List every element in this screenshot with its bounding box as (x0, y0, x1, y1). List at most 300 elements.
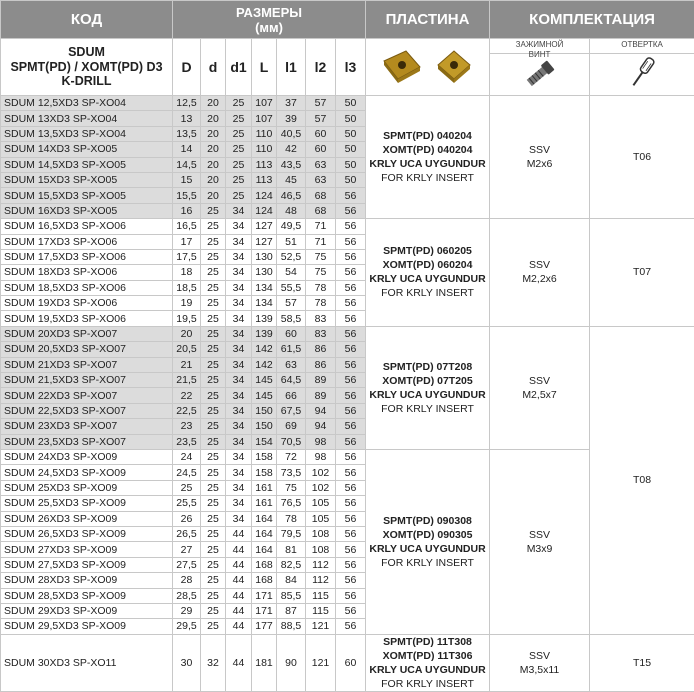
dim-l: 158 (252, 449, 277, 464)
screwdriver: T07 (590, 219, 694, 327)
dim-d: 25 (201, 542, 226, 557)
dim-l1: 37 (277, 96, 306, 111)
dim-d: 18 (173, 265, 201, 280)
dim-d: 29,5 (173, 619, 201, 634)
dim-l2: 94 (306, 419, 336, 434)
dim-l3: 56 (336, 511, 366, 526)
dim-l2: 115 (306, 603, 336, 618)
dim-l3: 56 (336, 403, 366, 418)
col-L: L (252, 39, 277, 96)
clamping-screw: SSV M3,5x11 (490, 634, 590, 691)
col-d: d (201, 39, 226, 96)
dim-d: 14,5 (173, 157, 201, 172)
table-row (1, 219, 694, 234)
dim-d: 25 (201, 265, 226, 280)
clamping-screw: SSV M3x9 (490, 449, 590, 634)
dim-l: 110 (252, 142, 277, 157)
dim-l2: 105 (306, 511, 336, 526)
dim-d: 24,5 (173, 465, 201, 480)
product-code: SDUM 20XD3 SP-XO07 (1, 326, 173, 341)
dim-d: 25 (201, 496, 226, 511)
dim-d: 25 (201, 311, 226, 326)
dim-l3: 56 (336, 465, 366, 480)
dim-l1: 84 (277, 573, 306, 588)
dim-d1: 34 (226, 234, 252, 249)
dim-d: 30 (173, 634, 201, 691)
code-subheader: SDUM SPMT(PD) / XOMT(PD) D3 K-DRILL (1, 39, 173, 96)
dim-l: 168 (252, 557, 277, 572)
dim-l3: 56 (336, 449, 366, 464)
dim-d1: 44 (226, 542, 252, 557)
dimensions-header: РАЗМЕРЫ (мм) (173, 1, 366, 39)
dim-l2: 57 (306, 96, 336, 111)
dim-d: 25 (173, 480, 201, 495)
product-code: SDUM 25,5XD3 SP-XO09 (1, 496, 173, 511)
product-code: SDUM 19XD3 SP-XO06 (1, 296, 173, 311)
dim-l: 130 (252, 249, 277, 264)
dim-d: 25 (201, 465, 226, 480)
dim-l: 164 (252, 511, 277, 526)
dim-d: 25 (201, 234, 226, 249)
insert-spec: SPMT(PD) 060205 XOMT(PD) 060204 KRLY UCA UYGUNDUR FOR KRLY INSERT (366, 219, 490, 327)
dim-l3: 56 (336, 296, 366, 311)
dim-l: 139 (252, 326, 277, 341)
product-code: SDUM 30XD3 SP-XO11 (1, 634, 173, 691)
insert-sp-icon (380, 47, 424, 87)
dim-l2: 105 (306, 496, 336, 511)
product-code: SDUM 16,5XD3 SP-XO06 (1, 219, 173, 234)
dim-l1: 55,5 (277, 280, 306, 295)
dim-l1: 78 (277, 511, 306, 526)
dim-l3: 56 (336, 280, 366, 295)
dim-l2: 112 (306, 573, 336, 588)
product-code: SDUM 17XD3 SP-XO06 (1, 234, 173, 249)
product-code: SDUM 28,5XD3 SP-XO09 (1, 588, 173, 603)
dim-l2: 94 (306, 403, 336, 418)
product-code: SDUM 23,5XD3 SP-XO07 (1, 434, 173, 449)
dim-d: 26,5 (173, 526, 201, 541)
dim-d: 25 (201, 373, 226, 388)
product-code: SDUM 19,5XD3 SP-XO06 (1, 311, 173, 326)
dim-d: 20 (201, 142, 226, 157)
dim-l: 113 (252, 157, 277, 172)
dim-d: 20 (201, 172, 226, 187)
dim-l2: 78 (306, 280, 336, 295)
col-D: D (173, 39, 201, 96)
dim-d: 13 (173, 111, 201, 126)
dim-d: 13,5 (173, 126, 201, 141)
dim-l1: 42 (277, 142, 306, 157)
insert-spec: SPMT(PD) 07T208 XOMT(PD) 07T205 KRLY UCA UYGUNDUR FOR KRLY INSERT (366, 326, 490, 449)
dim-d: 23,5 (173, 434, 201, 449)
product-code: SDUM 13,5XD3 SP-XO04 (1, 126, 173, 141)
col-l2: l2 (306, 39, 336, 96)
dim-l1: 39 (277, 111, 306, 126)
dim-l1: 58,5 (277, 311, 306, 326)
dim-l2: 71 (306, 234, 336, 249)
dim-l3: 56 (336, 542, 366, 557)
dim-l1: 46,5 (277, 188, 306, 203)
dim-d: 27,5 (173, 557, 201, 572)
dim-d: 15 (173, 172, 201, 187)
product-code: SDUM 21XD3 SP-XO07 (1, 357, 173, 372)
dim-d1: 34 (226, 465, 252, 480)
product-code: SDUM 27,5XD3 SP-XO09 (1, 557, 173, 572)
clamping-screw: SSV M2,5x7 (490, 326, 590, 449)
dim-l1: 69 (277, 419, 306, 434)
dim-l1: 45 (277, 172, 306, 187)
dim-l1: 64,5 (277, 373, 306, 388)
dim-l2: 63 (306, 172, 336, 187)
dim-l3: 56 (336, 573, 366, 588)
dim-l1: 88,5 (277, 619, 306, 634)
product-code: SDUM 29,5XD3 SP-XO09 (1, 619, 173, 634)
dim-d: 26 (173, 511, 201, 526)
dim-l2: 102 (306, 465, 336, 480)
dim-l2: 89 (306, 388, 336, 403)
dim-l: 154 (252, 434, 277, 449)
dim-l: 164 (252, 526, 277, 541)
dim-d: 25 (201, 419, 226, 434)
dim-d: 32 (201, 634, 226, 691)
dim-d: 23 (173, 419, 201, 434)
product-code: SDUM 28XD3 SP-XO09 (1, 573, 173, 588)
clamping-screw: SSV M2x6 (490, 96, 590, 219)
dim-l3: 50 (336, 111, 366, 126)
dim-l2: 98 (306, 449, 336, 464)
dim-l1: 76,5 (277, 496, 306, 511)
product-code: SDUM 24,5XD3 SP-XO09 (1, 465, 173, 480)
dim-d1: 34 (226, 357, 252, 372)
dim-l: 145 (252, 373, 277, 388)
code-header: КОД (1, 1, 173, 39)
product-code: SDUM 22XD3 SP-XO07 (1, 388, 173, 403)
dim-d: 20,5 (173, 342, 201, 357)
dim-l: 127 (252, 219, 277, 234)
dim-l2: 121 (306, 619, 336, 634)
dim-l3: 56 (336, 557, 366, 572)
dim-l: 168 (252, 573, 277, 588)
table-row (1, 96, 694, 111)
product-code: SDUM 18,5XD3 SP-XO06 (1, 280, 173, 295)
dim-d: 25 (201, 511, 226, 526)
dim-d: 29 (173, 603, 201, 618)
table-body (1, 96, 694, 692)
dim-l: 142 (252, 342, 277, 357)
dim-l: 130 (252, 265, 277, 280)
dim-d1: 34 (226, 419, 252, 434)
dim-d1: 34 (226, 280, 252, 295)
col-d1: d1 (226, 39, 252, 96)
dim-l1: 51 (277, 234, 306, 249)
dim-l2: 60 (306, 142, 336, 157)
dim-l: 124 (252, 188, 277, 203)
dim-d: 12,5 (173, 96, 201, 111)
product-code: SDUM 17,5XD3 SP-XO06 (1, 249, 173, 264)
dim-l2: 89 (306, 373, 336, 388)
dim-l3: 56 (336, 357, 366, 372)
dim-l3: 56 (336, 496, 366, 511)
dim-d1: 25 (226, 111, 252, 126)
dim-l: 142 (252, 357, 277, 372)
screw-icon (520, 59, 560, 89)
dim-d: 24 (173, 449, 201, 464)
table-row (1, 326, 694, 341)
dim-d1: 34 (226, 373, 252, 388)
product-code: SDUM 12,5XD3 SP-XO04 (1, 96, 173, 111)
dim-d: 18,5 (173, 280, 201, 295)
dim-l2: 86 (306, 357, 336, 372)
dim-d: 25 (201, 326, 226, 341)
dim-d1: 34 (226, 403, 252, 418)
screwdriver: T08 (590, 326, 694, 634)
dim-l: 150 (252, 419, 277, 434)
dim-l1: 70,5 (277, 434, 306, 449)
dim-l2: 83 (306, 311, 336, 326)
dim-d1: 44 (226, 588, 252, 603)
dim-l2: 112 (306, 557, 336, 572)
col-l3: l3 (336, 39, 366, 96)
dim-l: 177 (252, 619, 277, 634)
dim-l2: 75 (306, 265, 336, 280)
dim-l1: 52,5 (277, 249, 306, 264)
dim-l2: 71 (306, 219, 336, 234)
dim-d: 16,5 (173, 219, 201, 234)
product-code: SDUM 14,5XD3 SP-XO05 (1, 157, 173, 172)
dim-l2: 108 (306, 542, 336, 557)
dim-d: 25 (201, 280, 226, 295)
dim-d1: 44 (226, 573, 252, 588)
dim-l1: 73,5 (277, 465, 306, 480)
dim-l: 127 (252, 234, 277, 249)
dim-d: 25 (201, 296, 226, 311)
dim-l: 124 (252, 203, 277, 218)
dim-l2: 98 (306, 434, 336, 449)
dim-d: 19,5 (173, 311, 201, 326)
dim-d: 25 (201, 219, 226, 234)
dim-l1: 54 (277, 265, 306, 280)
dim-d1: 34 (226, 342, 252, 357)
header-row (1, 1, 694, 39)
dim-d: 22,5 (173, 403, 201, 418)
dim-l2: 75 (306, 249, 336, 264)
dim-l1: 48 (277, 203, 306, 218)
dim-l3: 60 (336, 634, 366, 691)
dim-d: 25 (201, 403, 226, 418)
driver-head-cell: ОТВЕРТКА (590, 39, 694, 96)
dim-d: 22 (173, 388, 201, 403)
dim-l1: 90 (277, 634, 306, 691)
dim-l1: 75 (277, 480, 306, 495)
dim-l2: 78 (306, 296, 336, 311)
dim-d: 28 (173, 573, 201, 588)
dim-l3: 56 (336, 342, 366, 357)
dim-l1: 67,5 (277, 403, 306, 418)
dim-d: 25 (201, 557, 226, 572)
dim-l1: 66 (277, 388, 306, 403)
dim-l3: 56 (336, 480, 366, 495)
dim-d: 15,5 (173, 188, 201, 203)
insert-spec: SPMT(PD) 040204 XOMT(PD) 040204 KRLY UCA UYGUNDUR FOR KRLY INSERT (366, 96, 490, 219)
dim-l: 161 (252, 496, 277, 511)
dim-d1: 44 (226, 557, 252, 572)
dim-l2: 102 (306, 480, 336, 495)
dim-d: 25 (201, 588, 226, 603)
table-row (1, 634, 694, 691)
product-code: SDUM 29XD3 SP-XO09 (1, 603, 173, 618)
dim-l3: 56 (336, 588, 366, 603)
dim-l3: 56 (336, 526, 366, 541)
dim-d1: 25 (226, 188, 252, 203)
dim-d: 16 (173, 203, 201, 218)
subheader-row (1, 39, 694, 96)
dim-d: 21 (173, 357, 201, 372)
screwdriver-icon (622, 54, 662, 92)
product-code: SDUM 22,5XD3 SP-XO07 (1, 403, 173, 418)
dim-l1: 72 (277, 449, 306, 464)
dim-d: 25 (201, 342, 226, 357)
dim-l2: 108 (306, 526, 336, 541)
product-code: SDUM 25XD3 SP-XO09 (1, 480, 173, 495)
dim-d: 25,5 (173, 496, 201, 511)
dim-d: 20 (201, 96, 226, 111)
dim-l2: 57 (306, 111, 336, 126)
dim-d1: 44 (226, 526, 252, 541)
dim-d: 25 (201, 573, 226, 588)
product-code: SDUM 20,5XD3 SP-XO07 (1, 342, 173, 357)
dim-l1: 49,5 (277, 219, 306, 234)
dim-d: 14 (173, 142, 201, 157)
dim-d1: 34 (226, 203, 252, 218)
dim-l: 150 (252, 403, 277, 418)
dim-d: 20 (201, 126, 226, 141)
dim-d1: 34 (226, 219, 252, 234)
dim-d1: 34 (226, 249, 252, 264)
dim-l3: 50 (336, 172, 366, 187)
dim-l3: 50 (336, 126, 366, 141)
dim-d1: 34 (226, 480, 252, 495)
dim-l: 171 (252, 603, 277, 618)
insert-xo-icon (432, 47, 476, 87)
dim-d1: 34 (226, 265, 252, 280)
dim-l3: 56 (336, 311, 366, 326)
dim-d1: 44 (226, 619, 252, 634)
kit-header: КОМПЛЕКТАЦИЯ (490, 1, 694, 39)
dim-l1: 82,5 (277, 557, 306, 572)
dim-d: 25 (201, 203, 226, 218)
dim-d: 17,5 (173, 249, 201, 264)
dim-l: 110 (252, 126, 277, 141)
dim-d: 25 (201, 357, 226, 372)
dim-l1: 85,5 (277, 588, 306, 603)
dim-l: 164 (252, 542, 277, 557)
screw-head-cell: ЗАЖИМНОЙ ВИНТ (490, 39, 590, 96)
insert-spec: SPMT(PD) 11T308 XOMT(PD) 11T306 KRLY UCA UYGUNDUR FOR KRLY INSERT (366, 634, 490, 691)
dim-d: 25 (201, 480, 226, 495)
dim-d1: 34 (226, 296, 252, 311)
dim-l3: 56 (336, 203, 366, 218)
dim-l: 158 (252, 465, 277, 480)
dim-l: 181 (252, 634, 277, 691)
dim-l3: 56 (336, 603, 366, 618)
product-code: SDUM 27XD3 SP-XO09 (1, 542, 173, 557)
product-code: SDUM 26XD3 SP-XO09 (1, 511, 173, 526)
dim-l3: 50 (336, 142, 366, 157)
dim-l: 134 (252, 280, 277, 295)
screwdriver: T06 (590, 96, 694, 219)
dim-l2: 63 (306, 157, 336, 172)
dim-d: 20 (201, 157, 226, 172)
dim-d: 25 (201, 434, 226, 449)
dim-d: 19 (173, 296, 201, 311)
product-code: SDUM 14XD3 SP-XO05 (1, 142, 173, 157)
dim-l1: 79,5 (277, 526, 306, 541)
product-code: SDUM 26,5XD3 SP-XO09 (1, 526, 173, 541)
dim-l3: 56 (336, 373, 366, 388)
dim-l3: 56 (336, 434, 366, 449)
dim-l1: 87 (277, 603, 306, 618)
dim-l2: 115 (306, 588, 336, 603)
dim-l: 107 (252, 96, 277, 111)
dim-l1: 61,5 (277, 342, 306, 357)
dim-l: 139 (252, 311, 277, 326)
clamping-screw: SSV M2,2x6 (490, 219, 590, 327)
dim-d: 25 (201, 449, 226, 464)
dim-l2: 86 (306, 342, 336, 357)
dim-l3: 50 (336, 157, 366, 172)
product-code: SDUM 24XD3 SP-XO09 (1, 449, 173, 464)
dim-d: 25 (201, 388, 226, 403)
product-code: SDUM 18XD3 SP-XO06 (1, 265, 173, 280)
dim-l1: 63 (277, 357, 306, 372)
dim-d1: 34 (226, 311, 252, 326)
dim-d: 25 (201, 249, 226, 264)
product-code: SDUM 15XD3 SP-XO05 (1, 172, 173, 187)
dim-l2: 68 (306, 203, 336, 218)
dim-d: 20 (201, 188, 226, 203)
dim-l: 145 (252, 388, 277, 403)
dim-l2: 60 (306, 126, 336, 141)
dim-l2: 83 (306, 326, 336, 341)
dim-l3: 56 (336, 388, 366, 403)
product-code: SDUM 13XD3 SP-XO04 (1, 111, 173, 126)
dim-d: 25 (201, 526, 226, 541)
product-code: SDUM 16XD3 SP-XO05 (1, 203, 173, 218)
dim-d1: 34 (226, 326, 252, 341)
dim-d1: 44 (226, 603, 252, 618)
dim-d: 21,5 (173, 373, 201, 388)
dim-d: 20 (173, 326, 201, 341)
dim-d1: 25 (226, 142, 252, 157)
dim-d: 17 (173, 234, 201, 249)
dim-l: 134 (252, 296, 277, 311)
dim-d1: 25 (226, 172, 252, 187)
dim-l1: 57 (277, 296, 306, 311)
insert-header: ПЛАСТИНА (366, 1, 490, 39)
dim-l3: 56 (336, 188, 366, 203)
dim-l3: 50 (336, 96, 366, 111)
dim-l2: 68 (306, 188, 336, 203)
dim-d: 28,5 (173, 588, 201, 603)
dim-l3: 56 (336, 619, 366, 634)
dim-l3: 56 (336, 249, 366, 264)
dim-l1: 60 (277, 326, 306, 341)
dim-d1: 34 (226, 449, 252, 464)
dim-d1: 25 (226, 157, 252, 172)
dim-l3: 56 (336, 265, 366, 280)
dim-d1: 25 (226, 96, 252, 111)
dim-d: 25 (201, 603, 226, 618)
